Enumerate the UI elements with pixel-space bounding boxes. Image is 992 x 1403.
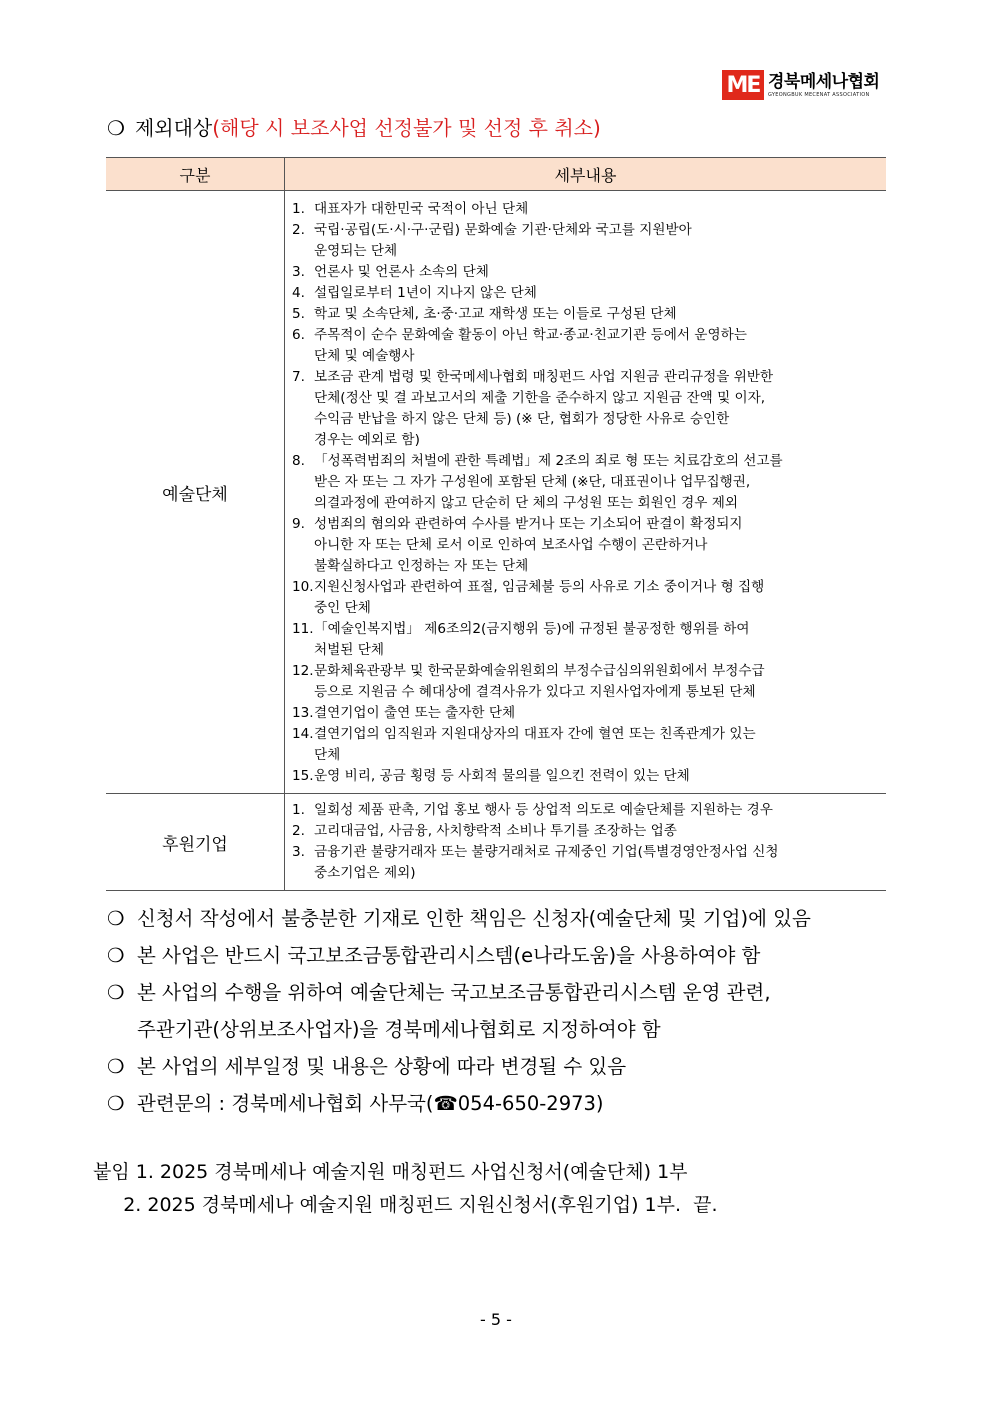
item-number: 8.: [292, 453, 305, 469]
list-item: [292, 199, 886, 220]
table-row: [106, 794, 886, 891]
item-text: 일회성 제품 판촉, 기업 홍보 행사 등 상업적 의도로 예술단체를 지원하는 경우: [314, 802, 773, 818]
bullet-icon: ❍: [107, 116, 125, 140]
attachment-line: 2. 2025 경북메세나 예술지원 매칭펀드 지원신청서(후원기업) 1부. 끝.: [93, 1194, 718, 1216]
list-item: [292, 766, 886, 787]
logo-name: 경북메세나협회: [768, 71, 880, 92]
item-text: 「성폭력범죄의 처벌에 관한 특례법」제 2조의 죄로 형 또는 치료감호의 선고를 받은 자 또는 그 자가 구성원에 포함된 단체 (※단, 대표권이나 업무집행권, 의결과정에 관여하지 않고 단순히 단 체의 구성원 또는 회원인 경우 제외: [314, 453, 783, 511]
notice-item: [107, 1085, 811, 1122]
details-cell: [285, 191, 887, 794]
item-text: 운영 비리, 공금 횡령 등 사회적 물의를 일으킨 전력이 있는 단체: [314, 768, 690, 784]
column-header-category: 구분: [106, 158, 285, 191]
item-number: 15.: [292, 768, 314, 784]
list-item: [292, 220, 886, 262]
item-text: 금융기관 불량거래자 또는 불량거래처로 규제중인 기업(특별경영안정사업 신청 중소기업은 제외): [314, 844, 779, 881]
item-number: 9.: [292, 516, 305, 532]
table-header-row: [106, 158, 886, 191]
list-item: [292, 367, 886, 451]
list-item: [292, 304, 886, 325]
notice-item: [107, 937, 811, 974]
bullet-icon: ❍: [107, 907, 125, 930]
bullet-icon: ❍: [107, 1092, 125, 1115]
notice-item: [107, 900, 811, 937]
item-text: 지원신청사업과 관련하여 표절, 임금체불 등의 사유로 기소 중이거나 형 집행 중인 단체: [314, 579, 765, 616]
association-logo: [722, 70, 879, 100]
item-number: 13.: [292, 705, 314, 721]
attachments: [93, 1156, 718, 1222]
list-item: [292, 325, 886, 367]
item-text: 보조금 관계 법령 및 한국메세나협회 매칭펀드 사업 지원금 관리규정을 위반한 단체(정산 및 결 과보고서의 제출 기한을 준수하지 않고 지원금 잔액 및 이자, 수익금 반납을 하지 않은 단체 등) (※ 단, 협회가 정당한 사유로 승인한 경우는 예외로 함): [314, 369, 774, 448]
page-number: - 5 -: [480, 1310, 512, 1329]
list-item: [292, 821, 886, 842]
exclusion-table: [106, 157, 886, 891]
notice-text: 본 사업의 수행을 위하여 예술단체는 국고보조금통합관리시스템 운영 관련, 주관기관(상위보조사업자)을 경북메세나협회로 지정하여야 함: [137, 981, 771, 1041]
item-text: 설립일로부터 1년이 지나지 않은 단체: [314, 285, 537, 301]
list-item: [292, 451, 886, 514]
item-number: 1.: [292, 802, 305, 818]
notice-list: [107, 900, 811, 1122]
column-header-details: 세부내용: [285, 158, 887, 191]
list-item: [292, 577, 886, 619]
logo-subtitle: GYEONGBUK MECENAT ASSOCIATION: [768, 91, 870, 98]
item-text: 결연기업의 임직원과 지원대상자의 대표자 간에 혈연 또는 친족관계가 있는 단체: [314, 726, 756, 763]
heading-note: (해당 시 보조사업 선정불가 및 선정 후 취소): [212, 116, 601, 140]
notice-item: [107, 1048, 811, 1085]
list-item: [292, 842, 886, 884]
item-text: 문화체육관광부 및 한국문화예술위원회의 부정수급심의위원회에서 부정수급 등으로 지원금 수 혜대상에 결격사유가 있다고 지원사업자에게 통보된 단체: [314, 663, 765, 700]
item-number: 6.: [292, 327, 305, 343]
item-text: 대표자가 대한민국 국적이 아닌 단체: [314, 201, 529, 217]
item-number: 14.: [292, 726, 314, 742]
item-number: 7.: [292, 369, 305, 385]
bullet-icon: ❍: [107, 1055, 125, 1078]
item-number: 2.: [292, 222, 305, 238]
list-item: [292, 619, 886, 661]
item-number: 5.: [292, 306, 305, 322]
list-item: [292, 800, 886, 821]
bullet-icon: ❍: [107, 981, 125, 1004]
item-number: 2.: [292, 823, 305, 839]
item-number: 10.: [292, 579, 314, 595]
item-number: 3.: [292, 844, 305, 860]
notice-text: 본 사업의 세부일정 및 내용은 상황에 따라 변경될 수 있음: [137, 1055, 627, 1078]
heading-label: 제외대상: [134, 116, 213, 140]
list-item: [292, 262, 886, 283]
criteria-list: [285, 191, 886, 793]
category-cell: 예술단체: [106, 191, 285, 794]
criteria-list: [285, 794, 886, 890]
notice-text: 본 사업은 반드시 국고보조금통합관리시스템(e나라도움)을 사용하여야 함: [137, 944, 761, 967]
item-text: 국립·공립(도·시·구·군립) 문화예술 기관·단체와 국고를 지원받아 운영되는 단체: [314, 222, 692, 259]
details-cell: [285, 794, 887, 891]
logo-mark: ME: [722, 70, 764, 100]
notice-text: 신청서 작성에서 불충분한 기재로 인한 책임은 신청자(예술단체 및 기업)에 있음: [137, 907, 811, 930]
category-cell: 후원기업: [106, 794, 285, 891]
item-number: 1.: [292, 201, 305, 217]
exclusion-heading: [107, 114, 601, 142]
list-item: [292, 724, 886, 766]
list-item: [292, 703, 886, 724]
list-item: [292, 283, 886, 304]
item-text: 언론사 및 언론사 소속의 단체: [314, 264, 489, 280]
item-number: 3.: [292, 264, 305, 280]
item-text: 「예술인복지법」 제6조의2(금지행위 등)에 규정된 불공정한 행위를 하여 처벌된 단체: [314, 621, 750, 658]
notice-text: 관련문의 : 경북메세나협회 사무국(☎054-650-2973): [137, 1092, 604, 1115]
attachment-line: 붙임 1. 2025 경북메세나 예술지원 매칭펀드 사업신청서(예술단체) 1부: [93, 1161, 688, 1183]
item-text: 결연기업이 출연 또는 출자한 단체: [314, 705, 516, 721]
item-number: 12.: [292, 663, 314, 679]
item-text: 고리대금업, 사금융, 사치향락적 소비나 투기를 조장하는 업종: [314, 823, 677, 839]
logo-text: [768, 72, 879, 99]
item-text: 학교 및 소속단체, 초·중·고교 재학생 또는 이들로 구성된 단체: [314, 306, 677, 322]
item-text: 주목적이 순수 문화예술 활동이 아닌 학교·종교·친교기관 등에서 운영하는 단체 및 예술행사: [314, 327, 747, 364]
item-number: 11.: [292, 621, 314, 637]
list-item: [292, 514, 886, 577]
notice-item: [107, 974, 811, 1048]
item-text: 성범죄의 혐의와 관련하여 수사를 받거나 또는 기소되어 판결이 확정되지 아니한 자 또는 단체 로서 이로 인하여 보조사업 수행이 곤란하거나 불확실하다고 인정하는 자 또는 단체: [314, 516, 743, 574]
list-item: [292, 661, 886, 703]
item-number: 4.: [292, 285, 305, 301]
bullet-icon: ❍: [107, 944, 125, 967]
table-row: [106, 191, 886, 794]
